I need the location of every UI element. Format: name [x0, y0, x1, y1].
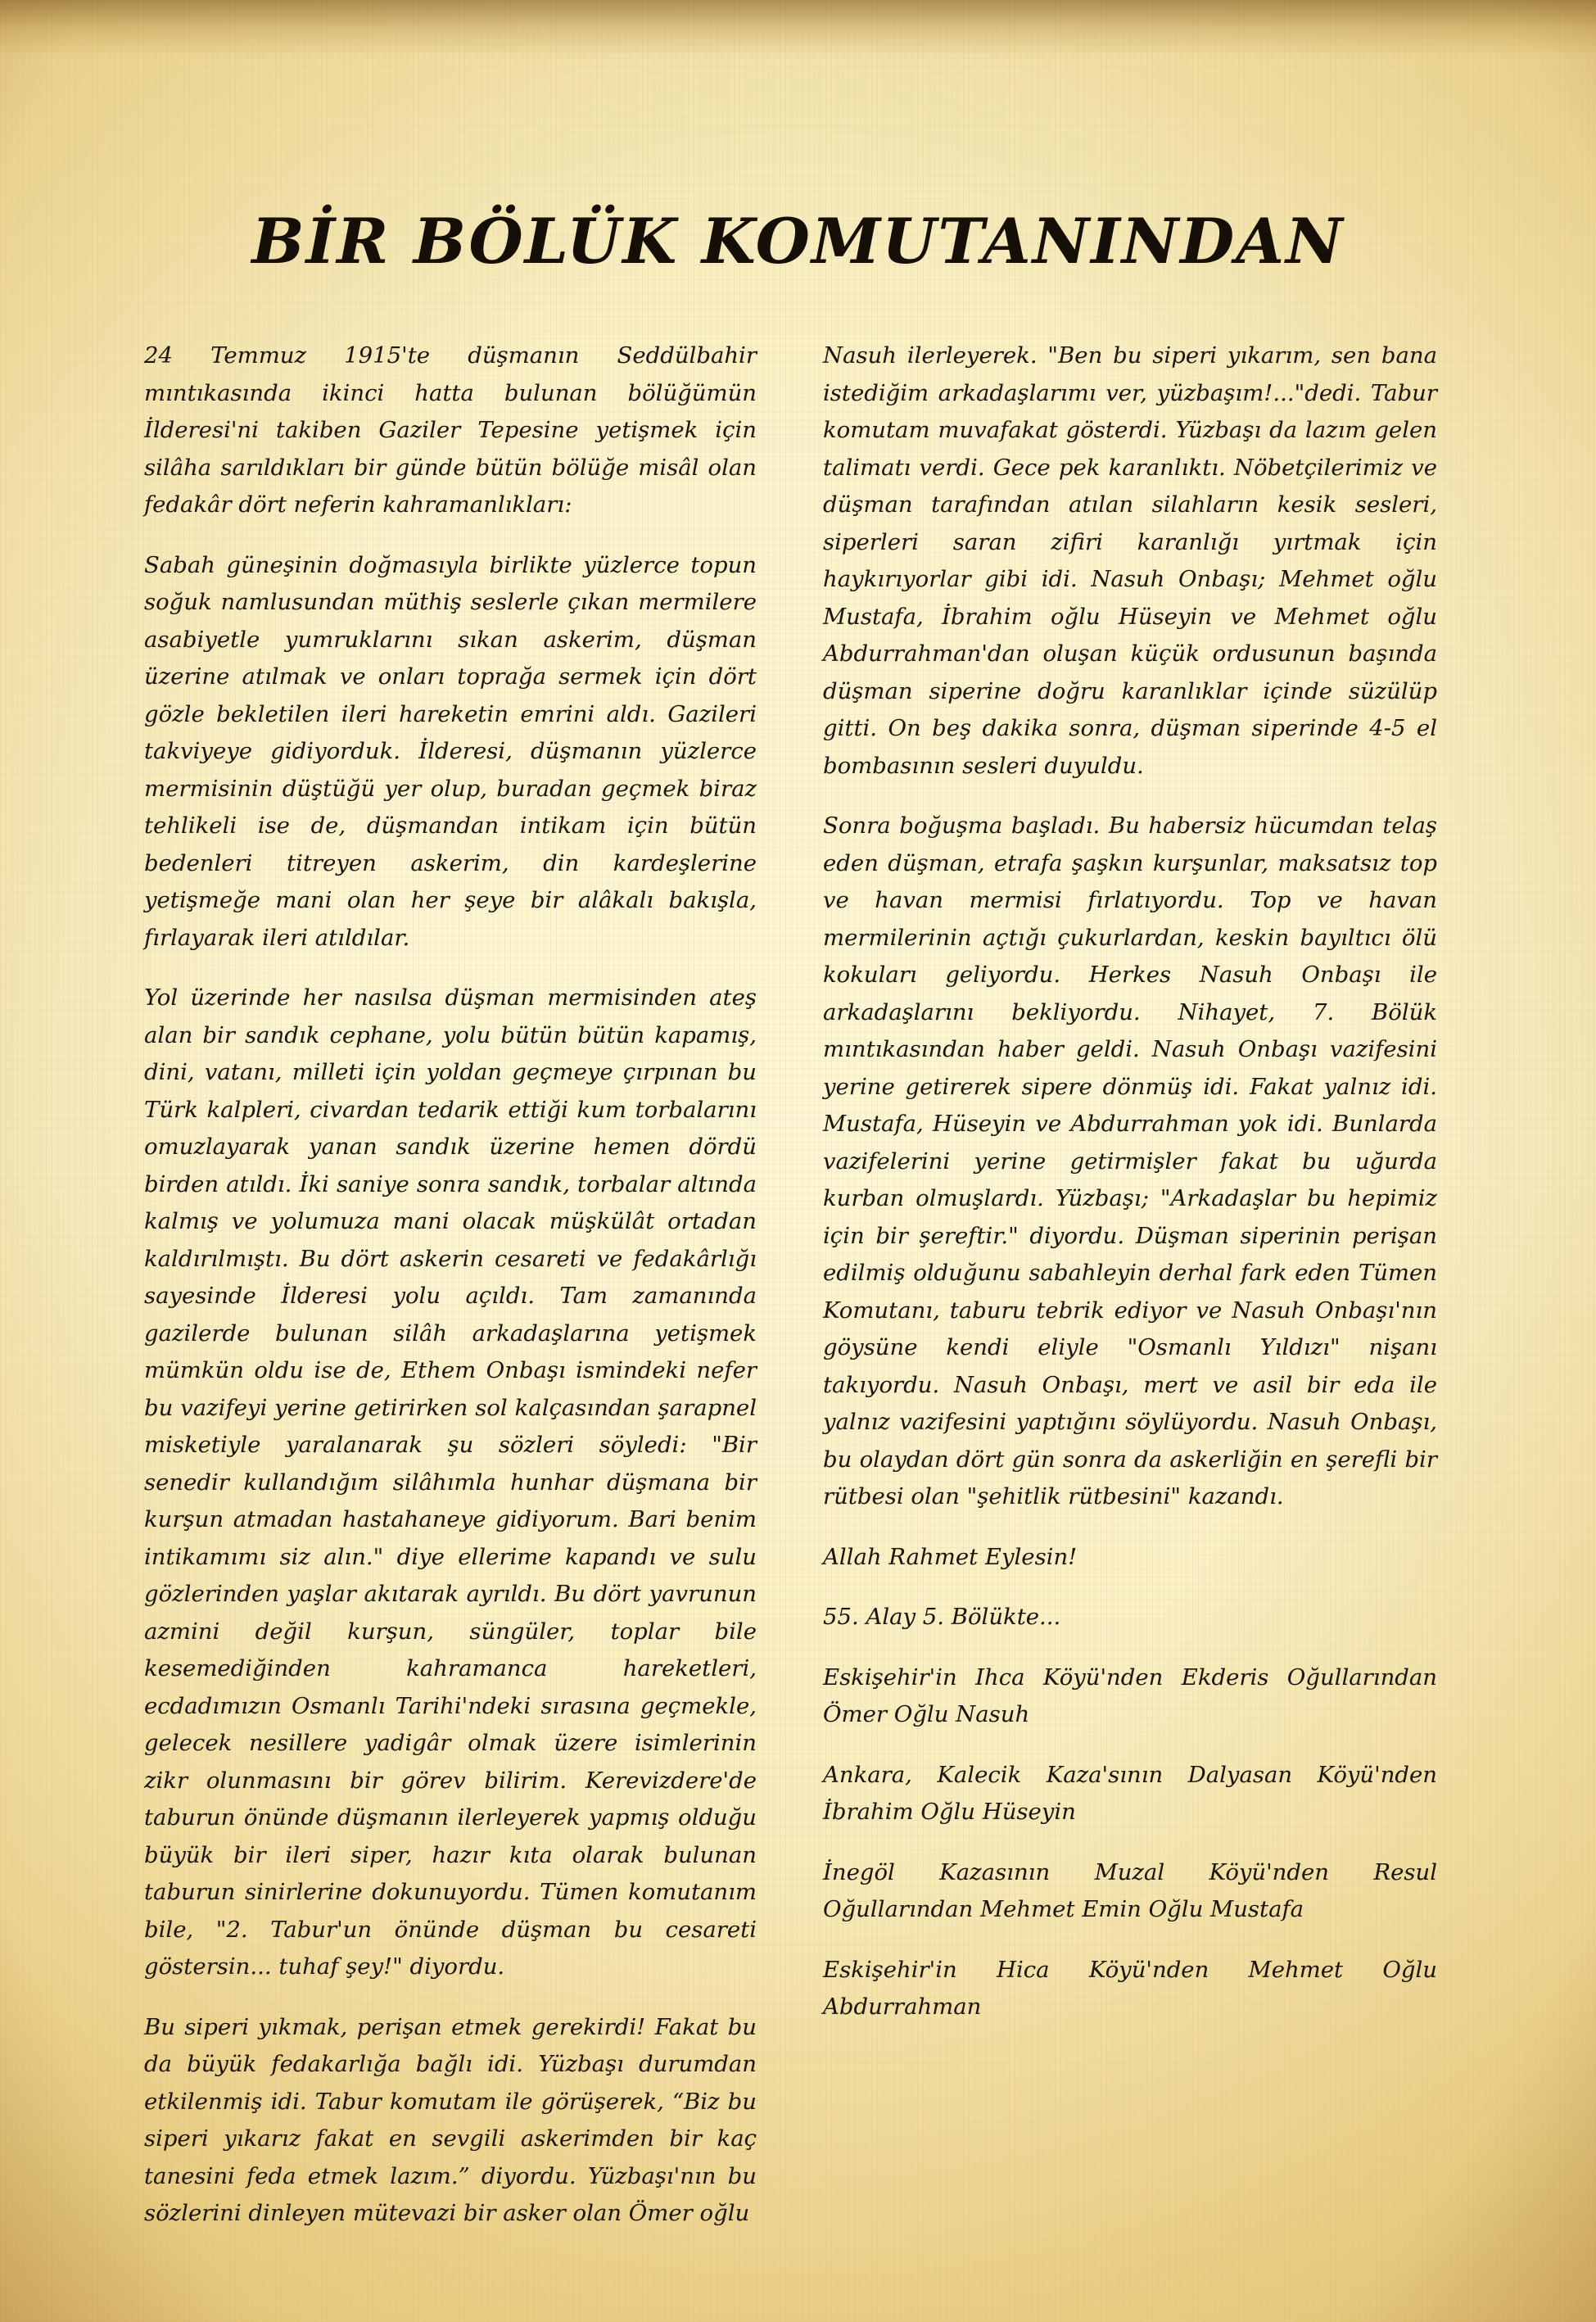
soldier-name: Eskişehir'in Hica Köyü'nden Mehmet Oğlu Abdurrahman	[823, 1956, 1437, 2020]
left-column	[144, 337, 757, 2256]
closing-prayer: Allah Rahmet Eylesin!	[823, 1543, 1078, 1570]
paragraph: Bu siperi yıkmak, perişan etmek gerekirdi! Fakat bu da büyük fedakarlığa bağlı idi. Yüzbaşı durumdan etkilenmiş idi. Tabur komutam ile görüşerek, “Biz bu siperi yıkarız fakat en sevgili askerimden bir kaç tanesini feda etmek lazım.” diyordu. Yüzbaşı'nın bu sözlerini dinleyen mütevazi bir asker olan Ömer oğlu	[144, 2013, 757, 2226]
paragraph: Sabah güneşinin doğmasıyla birlikte yüzlerce topun soğuk namlusundan müthiş seslerle çıkan mermilere asabiyetle yumruklarını sıkan askerim, düşman üzerine atılmak ve onları toprağa sermek için dört gözle bekletilen ileri hareketin emrini aldı. Gazileri takviyeye gidiyorduk. İlderesi, düşmanın yüzlerce mermisinin düştüğü yer olup, buradan geçmek biraz tehlikeli ise de, düşmandan intikam için bütün bedenleri titreyen askerim, din kardeşlerine yetişmeğe mani olan her şeye bir alâkalı bakışla, fırlayarak ileri atıldılar.	[144, 551, 757, 951]
paragraph: Nasuh ilerleyerek. "Ben bu siperi yıkarım, sen bana istediğim arkadaşlarımı ver, yüzbaşım!..."dedi. Tabur komutam muvafakat gösterdi. Yüzbaşı da lazım gelen talimatı verdi. Gece pek karanlıktı. Nöbetçilerimiz ve düşman tarafından atılan silahların kesik sesleri, siperleri saran zifiri karanlığı yırtmak için haykırıyorlar gibi idi. Nasuh Onbaşı; Mehmet oğlu Mustafa, İbrahim oğlu Hüseyin ve Mehmet oğlu Abdurrahman'dan oluşan küçük ordusunun başında düşman siperine doğru karanlıklar içinde süzülüp gitti. On beş dakika sonra, düşman siperinde 4-5 el bombasının sesleri duyuldu.	[823, 342, 1437, 779]
soldier-name: Ankara, Kalecik Kaza'sının Dalyasan Köyü'nden İbrahim Oğlu Hüseyin	[823, 1761, 1437, 1825]
paragraph: Sonra boğuşma başladı. Bu habersiz hücumdan telaş eden düşman, etrafa şaşkın kurşunlar, maksatsız top ve havan mermisi fırlatıyordu. Top ve havan mermilerinin açtığı çukurlardan, keskin bayıltıcı ölü kokuları geliyordu. Herkes Nasuh Onbaşı ile arkadaşlarını bekliyordu. Nihayet, 7. Bölük mıntıkasından haber geldi. Nasuh Onbaşı vazifesini yerine getirerek sipere dönmüş idi. Fakat yalnız idi. Mustafa, Hüseyin ve Abdurrahman yok idi. Bunlarda vazifelerini yerine getirmişler fakat bu uğurda kurban olmuşlardı. Yüzbaşı; "Arkadaşlar bu hepimiz için bir şereftir." diyordu. Düşman siperinin perişan edilmiş olduğunu sabahleyin derhal fark eden Tümen Komutanı, taburu tebrik ediyor ve Nasuh Onbaşı'nın göysüne kendi eliyle "Osmanlı Yıldızı" nişanı takıyordu. Nasuh Onbaşı, mert ve asil bir eda ile yalnız vazifesini yaptığını söylüyordu. Nasuh Onbaşı, bu olaydan dört gün sonra da askerliğin en şerefli bir rütbesi olan "şehitlik rütbesini" kazandı.	[823, 812, 1437, 1510]
unit-line: 55. Alay 5. Bölükte...	[823, 1604, 1061, 1630]
soldier-name: İnegöl Kazasının Muzal Köyü'nden Resul Oğullarından Mehmet Emin Oğlu Mustafa	[823, 1858, 1437, 1922]
paragraph: 24 Temmuz 1915'te düşmanın Seddülbahir mıntıkasında ikinci hatta bulunan bölüğümün İlderesi'ni takiben Gaziler Tepesine yetişmek için silâha sarıldıkları bir günde bütün bölüğe misâl olan fedakâr dört neferin kahramanlıkları:	[144, 342, 757, 518]
page-title: BİR BÖLÜK KOMUTANINDAN	[251, 205, 1345, 278]
right-column	[823, 337, 1437, 2049]
paragraph: Yol üzerinde her nasılsa düşman mermisinden ateş alan bir sandık cephane, yolu bütün bütün kapamış, dini, vatanı, milleti için yoldan geçmeye çırpınan bu Türk kalpleri, civardan tedarik ettiği kum torbalarını omuzlayarak yanan sandık üzerine hemen dördü birden atıldı. İki saniye sonra sandık, torbalar altında kalmış ve yolumuza mani olacak müşkülât ortadan kaldırılmıştı. Bu dört askerin cesareti ve fedakârlığı sayesinde İlderesi yolu açıldı. Tam zamanında gazilerde bulunan silâh arkadaşlarına yetişmek mümkün oldu ise de, Ethem Onbaşı ismindeki nefer bu vazifeyi yerine getirirken sol kalçasından şarapnel misketiyle yaralanarak şu sözleri söyledi: "Bir senedir kullandığım silâhımla hunhar düşmana bir kurşun atmadan hastahaneye gidiyorum. Bari benim intikamımı siz alın." diye ellerime kapandı ve sulu gözlerinden yaşlar akıtarak ayrıldı. Bu dört yavrunun azmini değil kurşun, süngüler, toplar bile kesemediğinden kahramanca hareketleri, ecdadımızın Osmanlı Tarihi'ndeki sırasına geçmekle, gelecek nesillere yadigâr olmak üzere isimlerinin zikr olunmasını bir görev bilirim. Kerevizdere'de taburun önünde düşmanın ilerleyerek yapmış olduğu büyük bir ileri siper, hazır kıta olarak bulunan taburun sinirlerine dokunuyordu. Tümen komutanım bile, "2. Tabur'un önünde düşman bu cesareti göstersin... tuhaf şey!" diyordu.	[144, 984, 757, 1980]
soldier-name: Eskişehir'in Ihca Köyü'nden Ekderis Oğullarından Ömer Oğlu Nasuh	[823, 1663, 1437, 1727]
